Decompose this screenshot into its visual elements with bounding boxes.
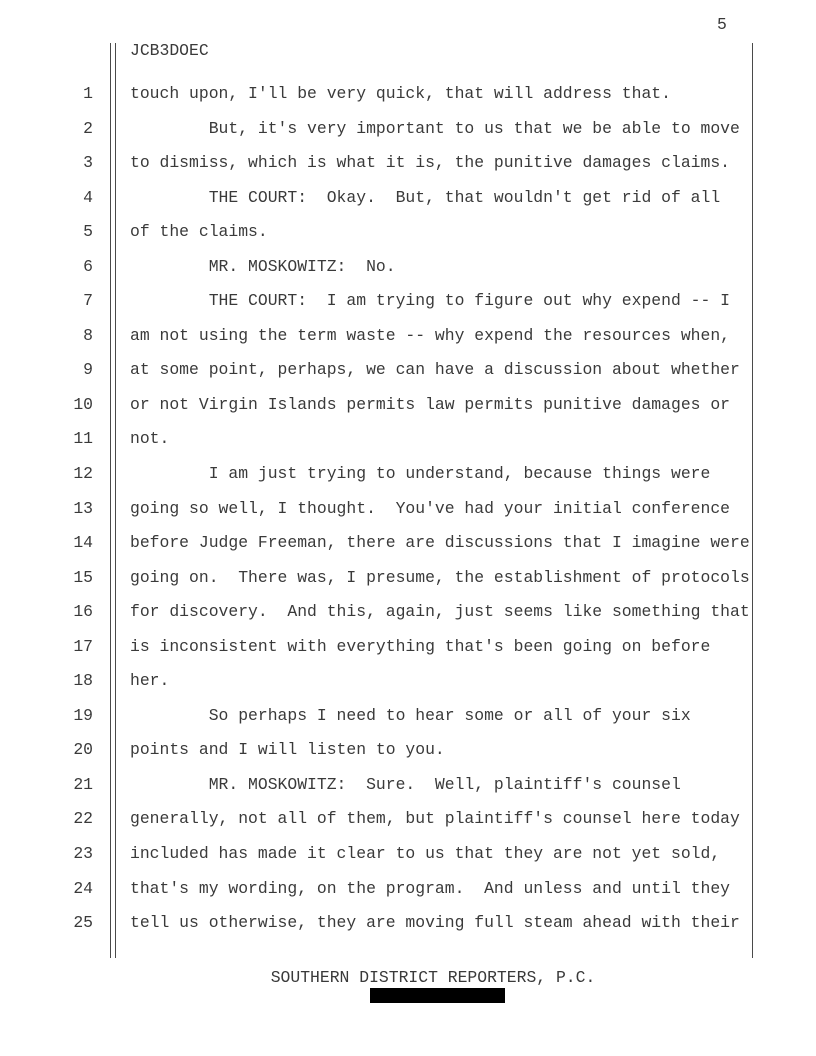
line-number: 4 [83, 187, 93, 207]
transcript-line [0, 215, 816, 250]
transcript-line [0, 872, 816, 907]
line-text: that's my wording, on the program. And unless and until they [130, 878, 730, 898]
transcript-line [0, 319, 816, 354]
transcript-line [0, 388, 816, 423]
transcript-header-code: JCB3DOEC [130, 41, 209, 60]
line-text: tell us otherwise, they are moving full steam ahead with their [130, 913, 740, 933]
line-number: 17 [73, 636, 93, 656]
transcript-line [0, 526, 816, 561]
transcript-line [0, 768, 816, 803]
line-text: touch upon, I'll be very quick, that will address that. [130, 84, 671, 103]
line-number: 19 [73, 705, 93, 725]
transcript-line [0, 492, 816, 527]
transcript-line [0, 595, 816, 630]
transcript-line [0, 181, 816, 216]
transcript-line [0, 112, 816, 147]
line-number: 5 [83, 222, 93, 242]
transcript-line [0, 630, 816, 665]
line-text: I am just trying to understand, because things were [130, 464, 711, 484]
transcript-line [0, 146, 816, 181]
line-number: 18 [73, 671, 93, 691]
page-number: 5 [717, 15, 727, 34]
transcript-lines [0, 77, 816, 941]
line-text: to dismiss, which is what it is, the punitive damages claims. [130, 153, 730, 173]
line-text: generally, not all of them, but plaintiff's counsel here today [130, 809, 740, 829]
transcript-line [0, 699, 816, 734]
line-text: or not Virgin Islands permits law permits punitive damages or [130, 394, 730, 414]
line-text: her. [130, 671, 170, 691]
line-text: going on. There was, I presume, the establishment of protocols [130, 567, 750, 587]
line-text: not. [130, 429, 170, 449]
line-text: for discovery. And this, again, just seems like something that [130, 602, 750, 622]
line-number: 9 [83, 360, 93, 380]
transcript-line [0, 733, 816, 768]
line-number: 24 [73, 878, 93, 898]
transcript-line [0, 906, 816, 941]
line-number: 22 [73, 809, 93, 829]
transcript-line [0, 250, 816, 285]
line-text: going so well, I thought. You've had your initial conference [130, 498, 730, 518]
line-number: 16 [73, 602, 93, 622]
line-number: 21 [73, 774, 93, 794]
line-number: 12 [73, 464, 93, 484]
line-number: 10 [73, 394, 93, 414]
line-text: before Judge Freeman, there are discussions that I imagine were [130, 533, 750, 553]
transcript-line [0, 284, 816, 319]
transcript-line [0, 802, 816, 837]
line-text: is inconsistent with everything that's been going on before [130, 636, 711, 656]
line-number: 3 [83, 153, 93, 173]
line-number: 6 [83, 256, 93, 276]
transcript-line [0, 561, 816, 596]
line-number: 11 [73, 429, 93, 449]
line-text: But, it's very important to us that we be able to move [130, 118, 740, 138]
line-number: 23 [73, 844, 93, 864]
transcript-line [0, 353, 816, 388]
line-text: of the claims. [130, 222, 268, 242]
line-text: points and I will listen to you. [130, 740, 445, 760]
line-text: included has made it clear to us that they are not yet sold, [130, 844, 721, 864]
line-number: 8 [83, 325, 93, 345]
transcript-line [0, 422, 816, 457]
line-text: MR. MOSKOWITZ: Sure. Well, plaintiff's counsel [130, 774, 681, 794]
line-number: 2 [83, 118, 93, 138]
line-text: THE COURT: I am trying to figure out why expend -- I [130, 291, 730, 311]
line-text: at some point, perhaps, we can have a discussion about whether [130, 360, 740, 380]
line-number: 13 [73, 498, 93, 518]
line-text: THE COURT: Okay. But, that wouldn't get rid of all [130, 187, 721, 207]
line-text: am not using the term waste -- why expend the resources when, [130, 325, 730, 345]
transcript-line [0, 664, 816, 699]
transcript-line [0, 837, 816, 872]
line-number: 14 [73, 533, 93, 553]
line-text: So perhaps I need to hear some or all of your six [130, 705, 691, 725]
line-text: MR. MOSKOWITZ: No. [130, 256, 396, 276]
line-number: 1 [83, 84, 93, 103]
redaction-bar [370, 988, 505, 1003]
transcript-line [0, 77, 816, 112]
line-number: 15 [73, 567, 93, 587]
line-number: 7 [83, 291, 93, 311]
line-number: 20 [73, 740, 93, 760]
reporter-footer: SOUTHERN DISTRICT REPORTERS, P.C. [270, 968, 596, 987]
line-number: 25 [73, 913, 93, 933]
transcript-line [0, 457, 816, 492]
